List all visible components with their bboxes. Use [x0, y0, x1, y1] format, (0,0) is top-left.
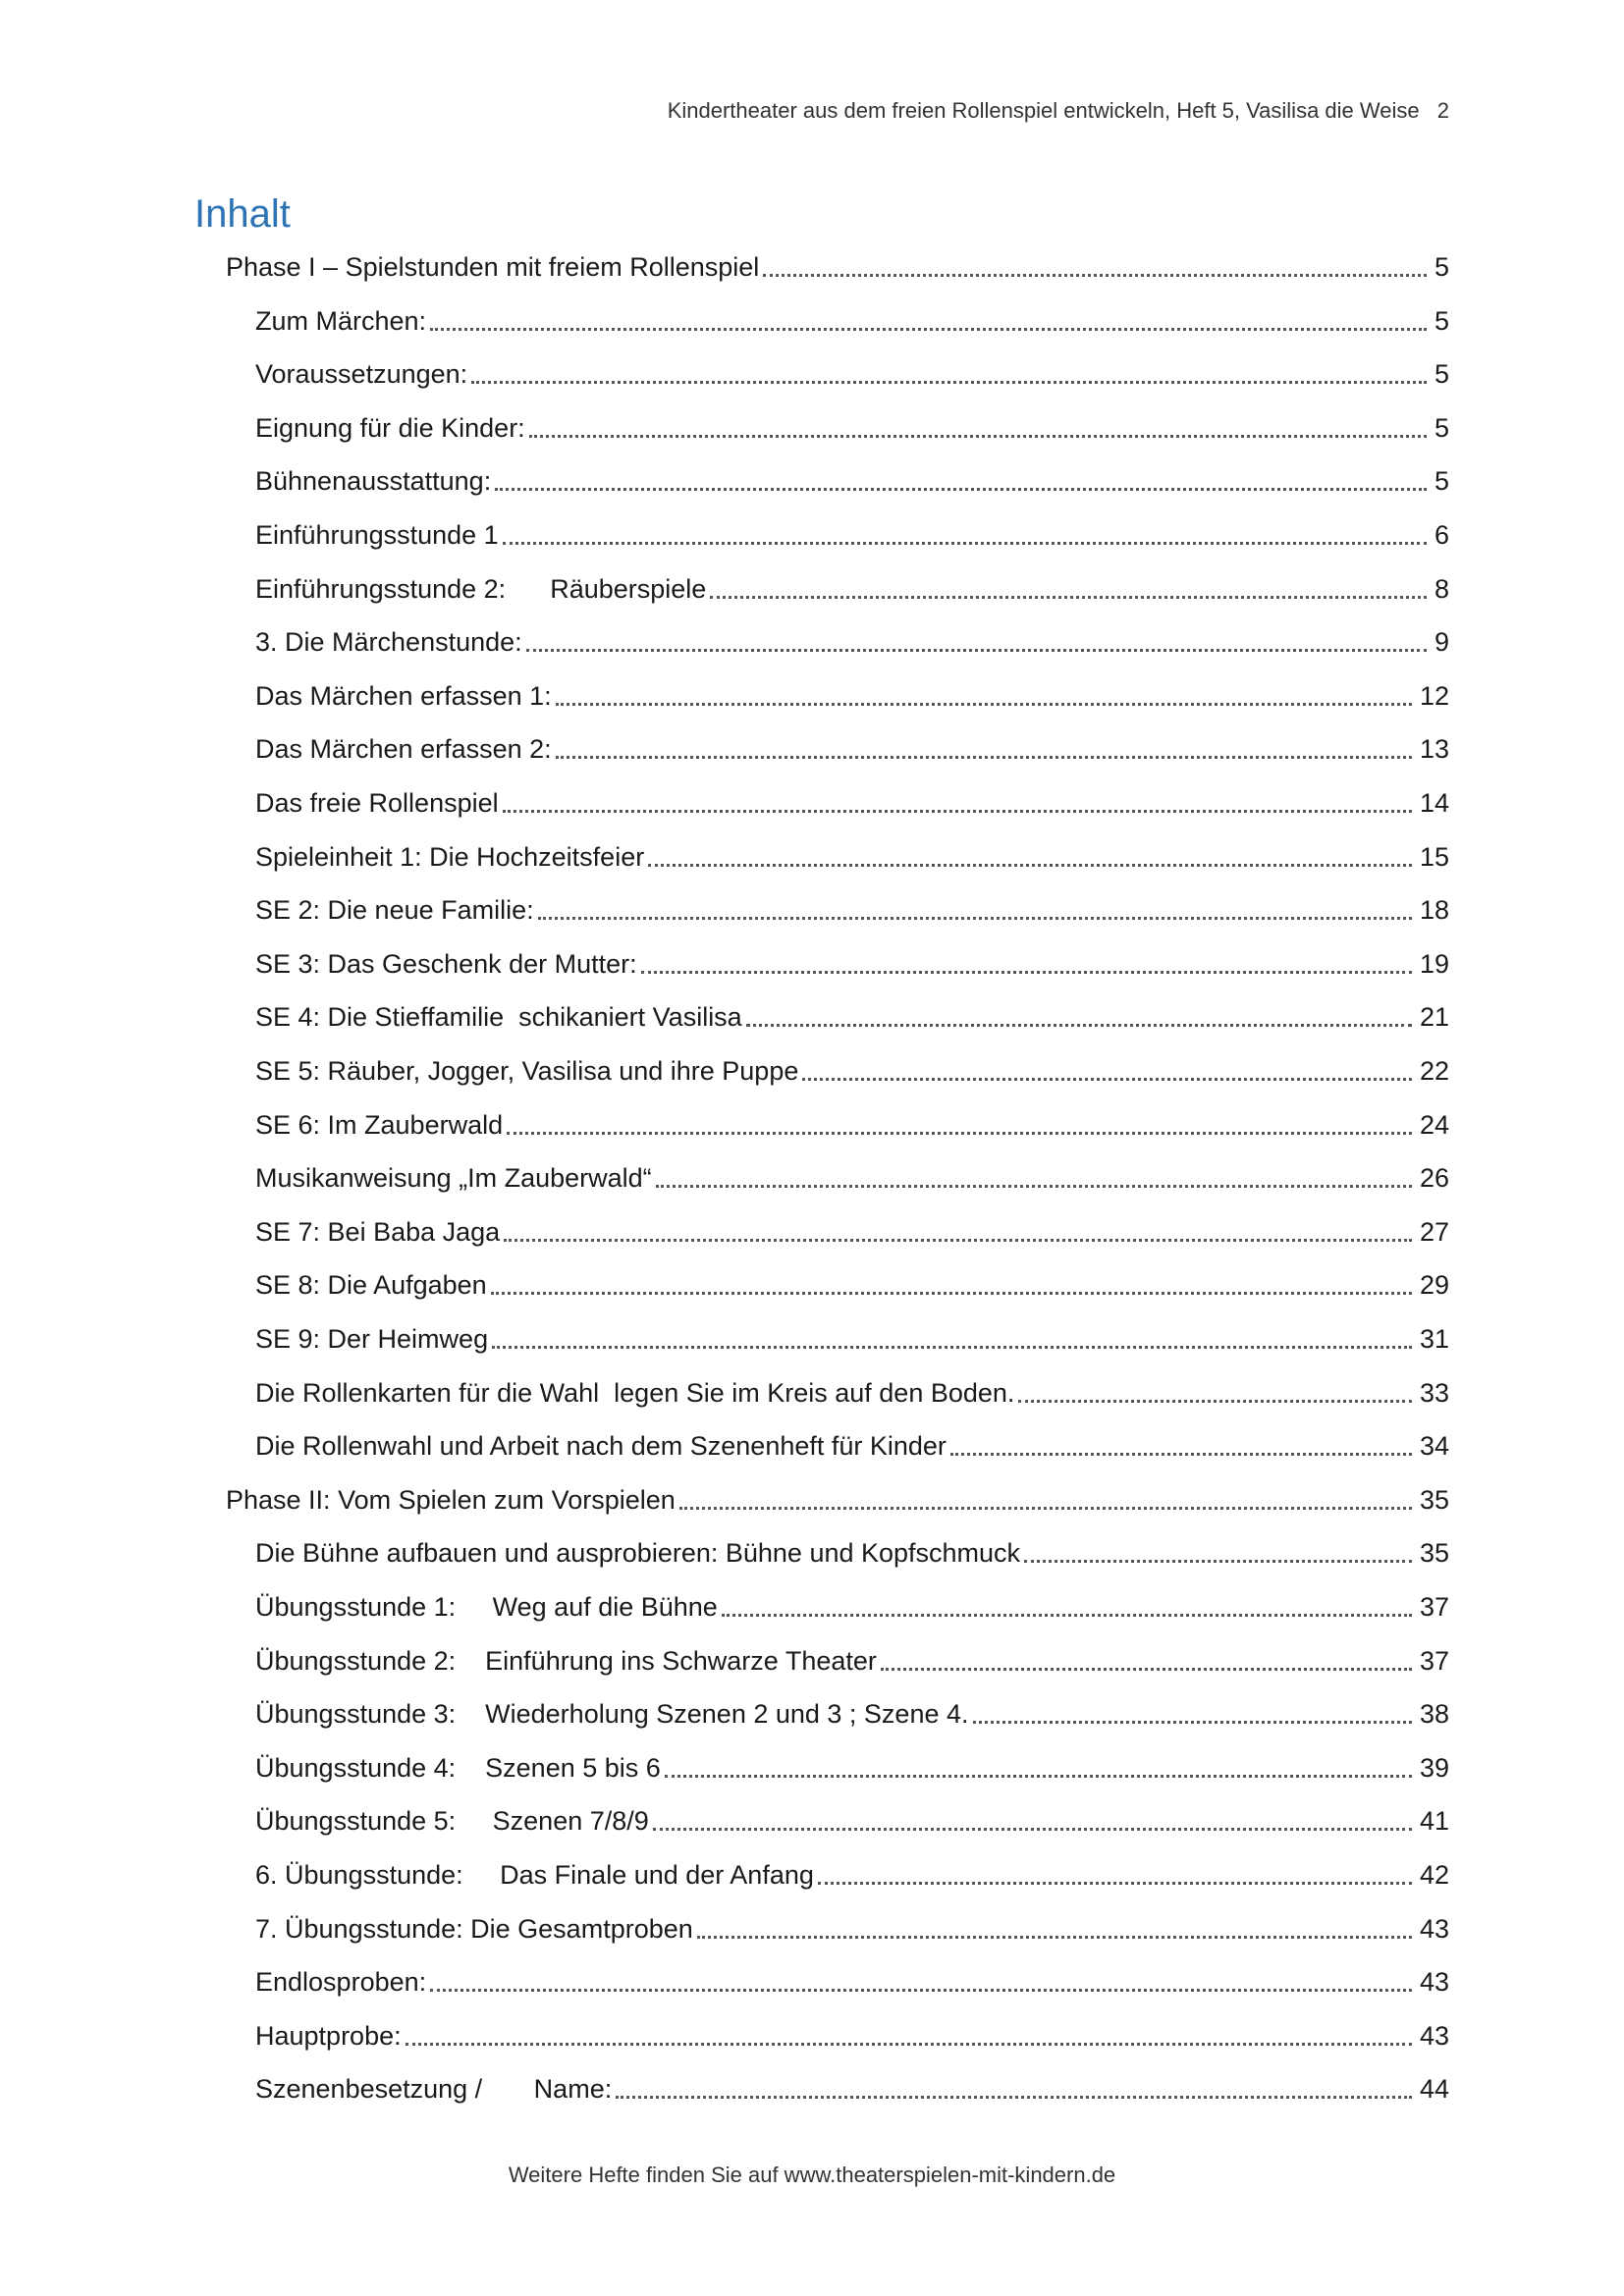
toc-entry-label: Das Märchen erfassen 2:	[255, 729, 552, 769]
toc-entry[interactable]	[255, 1909, 1449, 1949]
toc-entry[interactable]	[255, 1641, 1449, 1681]
toc-entry-page: 37	[1419, 1592, 1449, 1622]
dot-leader	[538, 916, 1412, 920]
toc-entry-page: 5	[1434, 412, 1449, 443]
toc-entry[interactable]	[255, 1426, 1449, 1466]
dot-leader	[529, 434, 1427, 438]
toc-entry-label: Phase II: Vom Spielen zum Vorspielen	[226, 1480, 676, 1520]
toc-entry-page: 13	[1419, 734, 1449, 765]
toc-entry[interactable]	[255, 622, 1449, 662]
toc-entry-label: Übungsstunde 2: Einführung ins Schwarze Theater	[255, 1641, 877, 1681]
dot-leader	[495, 487, 1427, 491]
toc-entry-page: 35	[1419, 1538, 1449, 1569]
toc-entry[interactable]	[255, 301, 1449, 341]
toc-entry-page: 6	[1434, 520, 1449, 550]
toc-entry-page: 44	[1419, 2074, 1449, 2105]
dot-leader	[430, 327, 1427, 331]
dot-leader	[406, 2042, 1412, 2046]
toc-entry-page: 43	[1419, 1967, 1449, 1998]
toc-entry[interactable]	[255, 837, 1449, 877]
toc-entry-page: 19	[1419, 948, 1449, 979]
dot-leader	[656, 1184, 1412, 1188]
toc-entry-page: 27	[1419, 1216, 1449, 1247]
toc-entry-page: 18	[1419, 895, 1449, 926]
toc-entry-label: Die Rollenwahl und Arbeit nach dem Szenenheft für Kinder	[255, 1426, 947, 1466]
toc-entry-label: Die Bühne aufbauen und ausprobieren: Bühne und Kopfschmuck	[255, 1533, 1020, 1573]
toc-entry-label: Endlosproben:	[255, 1962, 426, 2002]
toc-entry[interactable]	[255, 890, 1449, 930]
running-header	[668, 98, 1449, 124]
toc-entry[interactable]	[255, 1265, 1449, 1305]
dot-leader	[653, 1827, 1412, 1831]
dot-leader	[507, 1131, 1412, 1135]
toc-entry-label: Einführungsstunde 1	[255, 515, 499, 555]
toc-entry-page: 12	[1419, 680, 1449, 711]
header-text: Kindertheater aus dem freien Rollenspiel entwickeln, Heft 5, Vasilisa die Weise	[667, 98, 1420, 123]
toc-entry[interactable]	[255, 1105, 1449, 1145]
toc-entry[interactable]	[255, 997, 1449, 1037]
dot-leader	[710, 595, 1427, 599]
toc-entry-page: 41	[1419, 1806, 1449, 1837]
toc-entry-label: Übungsstunde 5: Szenen 7/8/9	[255, 1801, 649, 1841]
dot-leader	[746, 1023, 1412, 1027]
toc-entry-label: Eignung für die Kinder:	[255, 408, 525, 448]
toc-entry-page: 37	[1419, 1645, 1449, 1676]
toc-entry[interactable]	[255, 515, 1449, 555]
dot-leader	[526, 648, 1427, 652]
toc-entry-label: SE 3: Das Geschenk der Mutter:	[255, 944, 637, 984]
toc-entry-page: 24	[1419, 1109, 1449, 1140]
dot-leader	[973, 1720, 1412, 1724]
toc-entry-label: SE 5: Räuber, Jogger, Vasilisa und ihre Puppe	[255, 1051, 798, 1091]
toc-entry[interactable]	[255, 1533, 1449, 1573]
toc-entry-label: Das Märchen erfassen 1:	[255, 676, 552, 716]
toc-entry-label: SE 2: Die neue Familie:	[255, 890, 534, 930]
toc-entry-page: 38	[1419, 1699, 1449, 1730]
dot-leader	[504, 1238, 1412, 1242]
toc-entry-page: 5	[1434, 466, 1449, 497]
toc-entry-label: SE 4: Die Stieffamilie schikaniert Vasilisa	[255, 997, 742, 1037]
toc-entry-label: 7. Übungsstunde: Die Gesamtproben	[255, 1909, 693, 1949]
dot-leader	[641, 970, 1412, 974]
toc-entry[interactable]	[255, 1694, 1449, 1734]
toc-entry[interactable]	[255, 569, 1449, 609]
toc-entry-label: Musikanweisung „Im Zauberwald“	[255, 1158, 652, 1198]
toc-entry[interactable]	[255, 1051, 1449, 1091]
toc-entry[interactable]	[255, 676, 1449, 716]
dot-leader	[818, 1881, 1412, 1885]
toc-entry-label: Das freie Rollenspiel	[255, 783, 499, 823]
toc-entry[interactable]	[255, 408, 1449, 448]
dot-leader	[503, 541, 1427, 545]
toc-entry-label: SE 7: Bei Baba Jaga	[255, 1212, 500, 1252]
dot-leader	[616, 2095, 1412, 2099]
toc-entry[interactable]	[255, 1212, 1449, 1252]
toc-entry-page: 21	[1419, 1002, 1449, 1033]
toc-entry-page: 31	[1419, 1324, 1449, 1354]
toc-entry-label: Einführungsstunde 2: Räuberspiele	[255, 569, 706, 609]
toc-entry-label: Spieleinheit 1: Die Hochzeitsfeier	[255, 837, 644, 877]
toc-entry[interactable]	[255, 1587, 1449, 1627]
toc-entry-page: 15	[1419, 841, 1449, 872]
toc-entry[interactable]	[226, 1480, 1449, 1520]
toc-entry[interactable]	[255, 1855, 1449, 1895]
toc-entry[interactable]	[255, 944, 1449, 984]
toc-entry-label: Voraussetzungen:	[255, 354, 467, 394]
dot-leader	[430, 1988, 1412, 1992]
toc-entry-label: Hauptprobe:	[255, 2016, 402, 2056]
dot-leader	[950, 1452, 1412, 1456]
toc-entry-page: 43	[1419, 1913, 1449, 1944]
dot-leader	[648, 863, 1412, 867]
dot-leader	[665, 1774, 1412, 1778]
toc-entry[interactable]	[255, 2069, 1449, 2109]
toc-entry[interactable]	[255, 729, 1449, 769]
dot-leader	[1018, 1399, 1412, 1403]
toc-entry[interactable]	[255, 1373, 1449, 1413]
dot-leader	[881, 1667, 1412, 1671]
dot-leader	[556, 755, 1412, 759]
toc-entry-page: 8	[1434, 573, 1449, 604]
toc-entry-label: Szenenbesetzung / Name:	[255, 2069, 612, 2109]
dot-leader	[503, 809, 1412, 813]
toc-entry-page: 22	[1419, 1056, 1449, 1086]
toc-entry[interactable]	[255, 1801, 1449, 1841]
toc-entry[interactable]	[226, 247, 1449, 287]
toc-entry[interactable]	[255, 354, 1449, 394]
toc-entry[interactable]	[255, 1962, 1449, 2002]
toc-entry[interactable]	[255, 2016, 1449, 2056]
toc-entry-page: 35	[1419, 1484, 1449, 1515]
toc-entry-page: 39	[1419, 1752, 1449, 1783]
toc-entry-label: Übungsstunde 4: Szenen 5 bis 6	[255, 1748, 661, 1788]
dot-leader	[471, 380, 1427, 384]
toc-entry-page: 5	[1434, 305, 1449, 336]
toc-title: Inhalt	[194, 192, 291, 236]
toc-entry-label: SE 6: Im Zauberwald	[255, 1105, 503, 1145]
dot-leader	[491, 1291, 1412, 1295]
toc-entry[interactable]	[255, 783, 1449, 823]
toc-entry-label: Die Rollenkarten für die Wahl legen Sie im Kreis auf den Boden.	[255, 1373, 1014, 1413]
dot-leader	[697, 1935, 1412, 1939]
toc-entry-page: 33	[1419, 1377, 1449, 1408]
dot-leader	[1024, 1559, 1412, 1563]
toc-entry-page: 29	[1419, 1270, 1449, 1301]
toc-entry-label: Übungsstunde 1: Weg auf die Bühne	[255, 1587, 718, 1627]
dot-leader	[802, 1077, 1412, 1081]
toc-entry[interactable]	[255, 461, 1449, 501]
toc-entry-page: 26	[1419, 1163, 1449, 1194]
toc-entry-page: 9	[1434, 627, 1449, 658]
header-page-number: 2	[1436, 98, 1449, 123]
dot-leader	[763, 273, 1427, 277]
toc-entry[interactable]	[255, 1319, 1449, 1359]
toc-entry-label: SE 9: Der Heimweg	[255, 1319, 488, 1359]
dot-leader	[556, 702, 1412, 706]
dot-leader	[492, 1345, 1412, 1349]
toc-entry-page: 34	[1419, 1431, 1449, 1462]
toc-entry-label: SE 8: Die Aufgaben	[255, 1265, 487, 1305]
toc-entry-page: 5	[1434, 252, 1449, 282]
dot-leader	[679, 1506, 1412, 1510]
toc-entry[interactable]	[255, 1158, 1449, 1198]
toc-entry-label: Zum Märchen:	[255, 301, 426, 341]
toc-entry-page: 14	[1419, 788, 1449, 818]
toc-entry-page: 42	[1419, 1860, 1449, 1890]
toc-entry[interactable]	[255, 1748, 1449, 1788]
toc-entry-label: Übungsstunde 3: Wiederholung Szenen 2 und 3 ; Szene 4.	[255, 1694, 969, 1734]
dot-leader	[722, 1613, 1412, 1617]
toc-entry-label: Bühnenausstattung:	[255, 461, 491, 501]
toc-entry-page: 43	[1419, 2020, 1449, 2051]
toc-entry-page: 5	[1434, 359, 1449, 390]
toc-entry-label: 3. Die Märchenstunde:	[255, 622, 522, 662]
toc-entry-label: 6. Übungsstunde: Das Finale und der Anfang	[255, 1855, 814, 1895]
page-footer: Weitere Hefte finden Sie auf www.theaterspielen-mit-kindern.de	[508, 2163, 1116, 2187]
toc-entry-label: Phase I – Spielstunden mit freiem Rollenspiel	[226, 247, 759, 287]
